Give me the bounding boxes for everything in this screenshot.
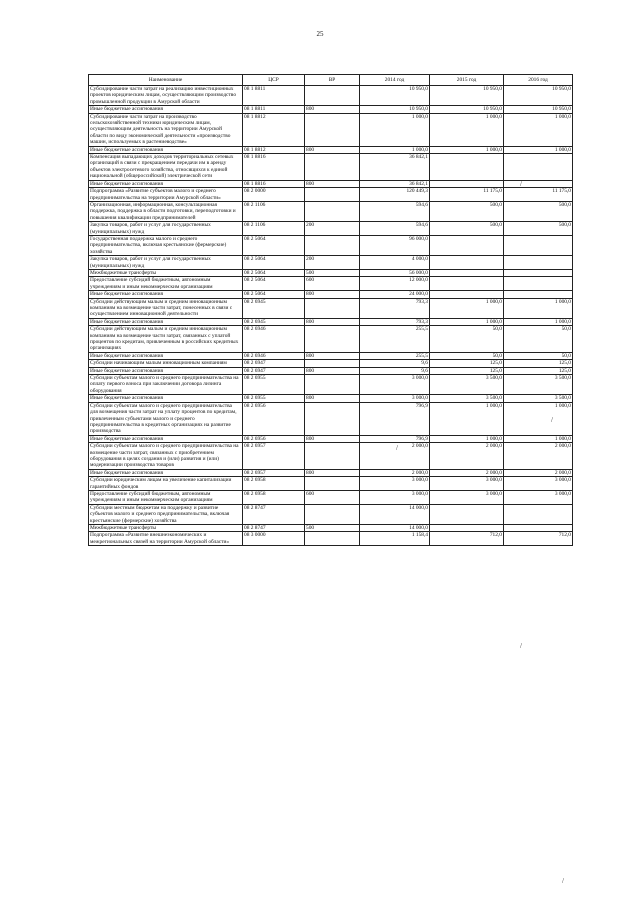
cell-vr: 800 bbox=[305, 106, 360, 113]
cell-vr bbox=[305, 113, 360, 146]
table-row bbox=[89, 504, 573, 524]
cell-2016: 10 950,0 bbox=[504, 86, 573, 106]
cell-2014: 56 000,0 bbox=[360, 269, 430, 276]
header-csr: ЦСР bbox=[243, 75, 305, 86]
cell-vr: 800 bbox=[305, 395, 360, 402]
cell-name: Субсидии юридическим лицам на увеличение капитализации гарантийных фондов bbox=[89, 477, 243, 491]
cell-vr: 600 bbox=[305, 490, 360, 504]
table-header-row bbox=[89, 75, 573, 86]
cell-2015: 1 000,0 bbox=[430, 113, 504, 146]
table-row bbox=[89, 291, 573, 298]
table-row bbox=[89, 375, 573, 395]
cell-vr bbox=[305, 477, 360, 491]
table-row bbox=[89, 277, 573, 291]
cell-csr: 08 2 6957 bbox=[243, 469, 305, 476]
cell-2015: 1 000,0 bbox=[430, 146, 504, 153]
cell-vr: 800 bbox=[305, 469, 360, 476]
cell-name: Иные бюджетные ассигнования bbox=[89, 367, 243, 374]
cell-csr: 08 2 6947 bbox=[243, 360, 305, 367]
cell-2016: 2 000,0 bbox=[504, 469, 573, 476]
cell-2016 bbox=[504, 180, 573, 187]
cell-2014: 36 842,1 bbox=[360, 154, 430, 181]
cell-csr: 08 2 6957 bbox=[243, 443, 305, 470]
cell-name: Иные бюджетные ассигнования bbox=[89, 318, 243, 325]
cell-2016 bbox=[504, 291, 573, 298]
cell-name: Иные бюджетные ассигнования bbox=[89, 469, 243, 476]
cell-csr: 08 1 8816 bbox=[243, 154, 305, 181]
cell-2014: 793,3 bbox=[360, 298, 430, 318]
cell-2014: 3 000,0 bbox=[360, 490, 430, 504]
cell-csr: 08 3 0000 bbox=[243, 532, 305, 546]
cell-name: Подпрограмма «Развитие внешнеэкономических и межрегиональных связей на территории Амурской области» bbox=[89, 532, 243, 546]
table-row bbox=[89, 490, 573, 504]
cell-csr: 08 2 6947 bbox=[243, 367, 305, 374]
cell-csr: 08 2 8747 bbox=[243, 525, 305, 532]
cell-name: Организационная, информационная, консультационная поддержка, поддержка в области подготовки, переподготовки и повышения квалификации предпринимателей bbox=[89, 201, 243, 221]
cell-2014: 255,5 bbox=[360, 326, 430, 353]
table-row bbox=[89, 86, 573, 106]
cell-vr: 800 bbox=[305, 352, 360, 359]
pen-mark: / bbox=[520, 180, 522, 188]
cell-2015: 11 175,0 bbox=[430, 188, 504, 202]
cell-2016: 1 000,0 bbox=[504, 402, 573, 435]
cell-vr bbox=[305, 326, 360, 353]
cell-2014: 14 000,0 bbox=[360, 525, 430, 532]
cell-2014: 255,5 bbox=[360, 352, 430, 359]
budget-table bbox=[88, 74, 573, 546]
cell-2014: 9,6 bbox=[360, 367, 430, 374]
cell-2014: 796,9 bbox=[360, 435, 430, 442]
cell-csr: 08 2 5064 bbox=[243, 256, 305, 270]
table-row bbox=[89, 106, 573, 113]
cell-2016: 3 000,0 bbox=[504, 490, 573, 504]
cell-vr: 200 bbox=[305, 256, 360, 270]
cell-2016: 3 000,0 bbox=[504, 477, 573, 491]
cell-csr: 08 2 6945 bbox=[243, 318, 305, 325]
cell-vr: 800 bbox=[305, 291, 360, 298]
cell-vr: 500 bbox=[305, 525, 360, 532]
pen-mark: / bbox=[551, 416, 553, 424]
header-vr: ВР bbox=[305, 75, 360, 86]
cell-name: Субсидии начинающим малым инновационным компаниям bbox=[89, 360, 243, 367]
cell-2014: 12 000,0 bbox=[360, 277, 430, 291]
cell-csr: 08 2 6955 bbox=[243, 375, 305, 395]
cell-csr: 08 1 8816 bbox=[243, 180, 305, 187]
cell-name: Иные бюджетные ассигнования bbox=[89, 395, 243, 402]
cell-2014: 96 000,0 bbox=[360, 235, 430, 255]
cell-name: Субсидии субъектам малого и среднего предпринимательства на оплату первого взноса при заключении договора лизинга оборудования bbox=[89, 375, 243, 395]
pen-mark: / bbox=[520, 642, 522, 650]
cell-vr: 600 bbox=[305, 277, 360, 291]
cell-2014: 793,3 bbox=[360, 318, 430, 325]
table-row bbox=[89, 395, 573, 402]
cell-csr: 08 2 0000 bbox=[243, 188, 305, 202]
cell-2014: 120 449,3 bbox=[360, 188, 430, 202]
table-row bbox=[89, 326, 573, 353]
cell-2015: 3 500,0 bbox=[430, 395, 504, 402]
cell-csr: 08 1 8812 bbox=[243, 113, 305, 146]
cell-vr: 800 bbox=[305, 180, 360, 187]
cell-2015: 712,0 bbox=[430, 532, 504, 546]
cell-2015: 50,0 bbox=[430, 352, 504, 359]
cell-csr: 08 2 5064 bbox=[243, 269, 305, 276]
cell-2015 bbox=[430, 154, 504, 181]
cell-name: Предоставление субсидий бюджетным, автономным учреждениям и иным некоммерческим организациям bbox=[89, 277, 243, 291]
cell-2014: 36 842,1 bbox=[360, 180, 430, 187]
cell-2016 bbox=[504, 504, 573, 524]
cell-2015: 500,0 bbox=[430, 222, 504, 236]
table-row bbox=[89, 180, 573, 187]
table-row bbox=[89, 532, 573, 546]
cell-2016: 1 000,0 bbox=[504, 298, 573, 318]
cell-2016: 3 500,0 bbox=[504, 395, 573, 402]
cell-name: Субсидии субъектам малого и среднего предпринимательства на возмещение части затрат, связанных с приобретением оборудования в целях создания и (или) развития и (или) модернизации производства товаров bbox=[89, 443, 243, 470]
cell-2016: 1 000,0 bbox=[504, 318, 573, 325]
cell-2014: 10 950,0 bbox=[360, 106, 430, 113]
cell-name: Иные бюджетные ассигнования bbox=[89, 291, 243, 298]
cell-csr: 08 2 5064 bbox=[243, 235, 305, 255]
cell-2014: 2 000,0 bbox=[360, 443, 430, 470]
cell-2016: 712,0 bbox=[504, 532, 573, 546]
cell-vr: 800 bbox=[305, 146, 360, 153]
cell-2016 bbox=[504, 269, 573, 276]
cell-vr bbox=[305, 532, 360, 546]
pen-mark: / bbox=[396, 444, 398, 452]
cell-name: Иные бюджетные ассигнования bbox=[89, 180, 243, 187]
header-name: Наименование bbox=[89, 75, 243, 86]
cell-name: Субсидирование части затрат на производство сельскохозяйственной техники юридическим лицам, осуществляющим деятельность на территории Амурской области по виду экономической деятельности «производство машин, используемых в растениеводстве» bbox=[89, 113, 243, 146]
table-row bbox=[89, 146, 573, 153]
cell-vr bbox=[305, 402, 360, 435]
cell-vr bbox=[305, 188, 360, 202]
cell-csr: 08 2 6958 bbox=[243, 477, 305, 491]
cell-2016: 1 000,0 bbox=[504, 435, 573, 442]
table-row bbox=[89, 298, 573, 318]
cell-name: Компенсация выпадающих доходов территориальных сетевых организаций в связи с прекращением передачи им в аренду объектов электросетевого хозяйства, относящихся к единой национальной (общероссийской) электрической сети bbox=[89, 154, 243, 181]
cell-name: Субсидии местным бюджетам на поддержку и развитие субъектов малого и среднего предпринимательства, включая крестьянские (фермерские) хозяйства bbox=[89, 504, 243, 524]
cell-2015 bbox=[430, 525, 504, 532]
cell-name: Иные бюджетные ассигнования bbox=[89, 106, 243, 113]
cell-2015 bbox=[430, 180, 504, 187]
cell-2014: 3 000,0 bbox=[360, 477, 430, 491]
cell-2014: 1 158,4 bbox=[360, 532, 430, 546]
cell-csr: 08 2 6956 bbox=[243, 435, 305, 442]
cell-2016: 500,0 bbox=[504, 222, 573, 236]
cell-name: Государственная поддержка малого и среднего предпринимательства, включая крестьянские (фермерские) хозяйства bbox=[89, 235, 243, 255]
cell-csr: 08 2 5064 bbox=[243, 291, 305, 298]
cell-2014: 3 000,0 bbox=[360, 395, 430, 402]
cell-2014: 796,9 bbox=[360, 402, 430, 435]
cell-csr: 08 1 8811 bbox=[243, 106, 305, 113]
cell-name: Закупка товаров, работ и услуг для государственных (муниципальных) нужд bbox=[89, 256, 243, 270]
cell-2015 bbox=[430, 504, 504, 524]
table-row bbox=[89, 525, 573, 532]
cell-csr: 08 2 1106 bbox=[243, 201, 305, 221]
cell-2014: 9,6 bbox=[360, 360, 430, 367]
table-row bbox=[89, 154, 573, 181]
cell-name: Закупка товаров, работ и услуг для государственных (муниципальных) нужд bbox=[89, 222, 243, 236]
cell-2015: 1 000,0 bbox=[430, 435, 504, 442]
cell-name: Субсидии действующим малым и средним инновационным компаниям на возмещение части затрат, понесенных в связи с осуществлением инновационной деятельности bbox=[89, 298, 243, 318]
cell-2014: 1 000,0 bbox=[360, 113, 430, 146]
cell-2016 bbox=[504, 154, 573, 181]
cell-2015: 50,0 bbox=[430, 326, 504, 353]
cell-2015: 3 000,0 bbox=[430, 477, 504, 491]
cell-vr bbox=[305, 443, 360, 470]
cell-2014: 2 000,0 bbox=[360, 469, 430, 476]
cell-name: Иные бюджетные ассигнования bbox=[89, 146, 243, 153]
cell-2015: 125,0 bbox=[430, 360, 504, 367]
pen-mark: / bbox=[562, 877, 564, 885]
cell-2016: 11 175,0 bbox=[504, 188, 573, 202]
cell-2015: 3 500,0 bbox=[430, 375, 504, 395]
cell-2014: 4 000,0 bbox=[360, 256, 430, 270]
cell-2016: 125,0 bbox=[504, 360, 573, 367]
cell-2015 bbox=[430, 269, 504, 276]
cell-2014: 3 000,0 bbox=[360, 375, 430, 395]
cell-2014: 594,6 bbox=[360, 201, 430, 221]
cell-csr: 08 2 6945 bbox=[243, 298, 305, 318]
cell-2016 bbox=[504, 525, 573, 532]
header-2016: 2016 год bbox=[504, 75, 573, 86]
page-number: 25 bbox=[316, 30, 324, 38]
cell-2014: 10 950,0 bbox=[360, 86, 430, 106]
table-row bbox=[89, 318, 573, 325]
cell-name: Субсидирование части затрат на реализацию инвестиционных проектов юридическим лицам, осуществляющим производство промышленной продукции в Амурской области bbox=[89, 86, 243, 106]
cell-2015: 125,0 bbox=[430, 367, 504, 374]
cell-2015: 1 000,0 bbox=[430, 402, 504, 435]
table-row bbox=[89, 188, 573, 202]
cell-csr: 08 1 8811 bbox=[243, 86, 305, 106]
cell-2015 bbox=[430, 235, 504, 255]
cell-name: Субсидии субъектам малого и среднего предпринимательства для возмещения части затрат на уплату процентов по кредитам, привлеченным субъектами малого и среднего предпринимательства в кредитных организациях на развитие производства bbox=[89, 402, 243, 435]
cell-vr bbox=[305, 86, 360, 106]
cell-2015 bbox=[430, 291, 504, 298]
cell-2016: 2 000,0 bbox=[504, 443, 573, 470]
cell-csr: 08 2 6946 bbox=[243, 352, 305, 359]
table-row bbox=[89, 477, 573, 491]
cell-2015: 10 950,0 bbox=[430, 86, 504, 106]
table-row bbox=[89, 235, 573, 255]
cell-2016: 1 000,0 bbox=[504, 113, 573, 146]
cell-vr: 800 bbox=[305, 318, 360, 325]
cell-2016: 125,0 bbox=[504, 367, 573, 374]
cell-2016: 1 000,0 bbox=[504, 146, 573, 153]
cell-vr: 200 bbox=[305, 222, 360, 236]
table-row bbox=[89, 256, 573, 270]
cell-2016: 500,0 bbox=[504, 201, 573, 221]
table-row bbox=[89, 222, 573, 236]
cell-name: Межбюджетные трансферты bbox=[89, 269, 243, 276]
cell-2016: 10 950,0 bbox=[504, 106, 573, 113]
cell-2015 bbox=[430, 256, 504, 270]
table-row bbox=[89, 469, 573, 476]
cell-vr: 800 bbox=[305, 435, 360, 442]
cell-2015: 3 000,0 bbox=[430, 490, 504, 504]
cell-2016: 3 500,0 bbox=[504, 375, 573, 395]
cell-2015: 10 950,0 bbox=[430, 106, 504, 113]
cell-2015: 1 000,0 bbox=[430, 298, 504, 318]
cell-vr bbox=[305, 375, 360, 395]
cell-csr: 08 2 6956 bbox=[243, 402, 305, 435]
cell-2015: 500,0 bbox=[430, 201, 504, 221]
cell-name: Субсидии действующим малым и средним инновационным компаниям на возмещение части затрат, связанных с уплатой процентов по кредитам, привлеченным в российских кредитных организациях bbox=[89, 326, 243, 353]
cell-vr bbox=[305, 235, 360, 255]
table-row bbox=[89, 201, 573, 221]
cell-vr bbox=[305, 298, 360, 318]
table-row bbox=[89, 402, 573, 435]
cell-name: Иные бюджетные ассигнования bbox=[89, 435, 243, 442]
cell-csr: 08 2 5064 bbox=[243, 277, 305, 291]
header-2014: 2014 год bbox=[360, 75, 430, 86]
table-row bbox=[89, 367, 573, 374]
cell-name: Иные бюджетные ассигнования bbox=[89, 352, 243, 359]
cell-2015: 2 000,0 bbox=[430, 443, 504, 470]
cell-csr: 08 1 8812 bbox=[243, 146, 305, 153]
cell-2015: 1 000,0 bbox=[430, 318, 504, 325]
cell-2016 bbox=[504, 235, 573, 255]
cell-2015: 2 000,0 bbox=[430, 469, 504, 476]
table-row bbox=[89, 435, 573, 442]
cell-vr bbox=[305, 504, 360, 524]
cell-2014: 14 000,0 bbox=[360, 504, 430, 524]
cell-2015 bbox=[430, 277, 504, 291]
cell-vr: 800 bbox=[305, 367, 360, 374]
cell-name: Предоставление субсидий бюджетным, автономным учреждениям и иным некоммерческим организациям bbox=[89, 490, 243, 504]
cell-2016 bbox=[504, 277, 573, 291]
cell-2016 bbox=[504, 256, 573, 270]
cell-2016: 50,0 bbox=[504, 352, 573, 359]
table-body bbox=[89, 86, 573, 546]
table-row bbox=[89, 360, 573, 367]
cell-vr bbox=[305, 201, 360, 221]
table-row bbox=[89, 443, 573, 470]
cell-csr: 08 2 1106 bbox=[243, 222, 305, 236]
cell-csr: 08 2 8747 bbox=[243, 504, 305, 524]
cell-vr: 500 bbox=[305, 269, 360, 276]
header-2015: 2015 год bbox=[430, 75, 504, 86]
cell-name: Подпрограмма «Развитие субъектов малого и среднего предпринимательства на территории Амурской области» bbox=[89, 188, 243, 202]
cell-csr: 08 2 6946 bbox=[243, 326, 305, 353]
cell-2014: 1 000,0 bbox=[360, 146, 430, 153]
cell-csr: 08 2 6955 bbox=[243, 395, 305, 402]
cell-csr: 08 2 6958 bbox=[243, 490, 305, 504]
cell-2014: 594,6 bbox=[360, 222, 430, 236]
cell-2014: 24 000,0 bbox=[360, 291, 430, 298]
cell-2016: 50,0 bbox=[504, 326, 573, 353]
cell-vr bbox=[305, 154, 360, 181]
table-row bbox=[89, 113, 573, 146]
cell-vr bbox=[305, 360, 360, 367]
table-row bbox=[89, 269, 573, 276]
cell-name: Межбюджетные трансферты bbox=[89, 525, 243, 532]
table-row bbox=[89, 352, 573, 359]
